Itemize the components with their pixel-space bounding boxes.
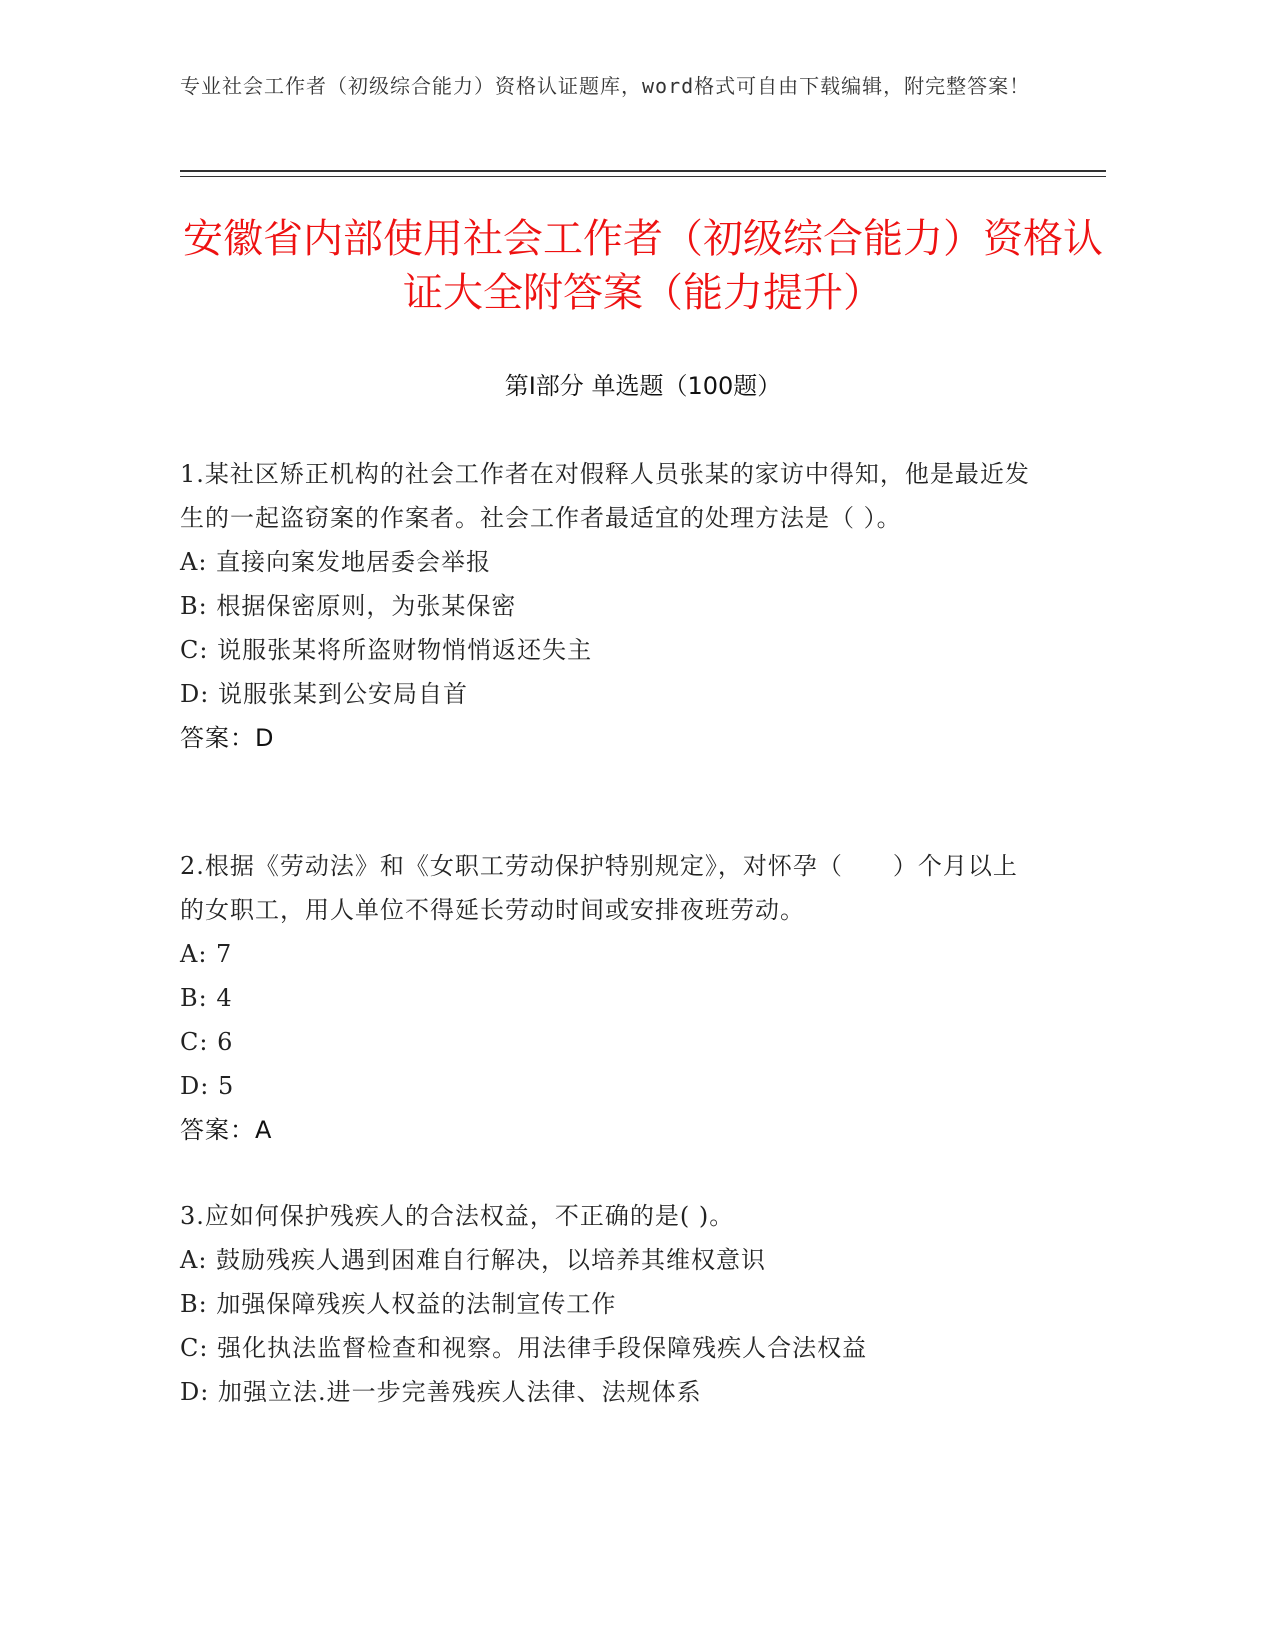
question-2 [180, 844, 1040, 1152]
answer: 答案：A [180, 1116, 273, 1144]
question-stem: 2.根据《劳动法》和《女职工劳动保护特别规定》，对怀孕（ ）个月以上的女职工，用人单位不得延长劳动时间或安排夜班劳动。 [180, 852, 1018, 924]
header-note: 专业社会工作者（初级综合能力）资格认证题库，word格式可自由下载编辑，附完整答案！ [180, 74, 1031, 98]
option-b: B: 加强保障残疾人权益的法制宣传工作 [180, 1290, 617, 1318]
header-divider-thin [180, 176, 1106, 177]
option-b: B: 根据保密原则，为张某保密 [180, 592, 517, 620]
option-a: A: 7 [180, 940, 233, 968]
document-title: 安徽省内部使用社会工作者（初级综合能力）资格认证大全附答案（能力提升） [183, 216, 1103, 316]
option-a: A: 直接向案发地居委会举报 [180, 548, 492, 576]
question-1 [180, 452, 1040, 760]
question-stem: 3.应如何保护残疾人的合法权益，不正确的是( )。 [180, 1202, 735, 1230]
option-d: D: 加强立法.进一步完善残疾人法律、法规体系 [180, 1378, 702, 1406]
option-c: C: 说服张某将所盗财物悄悄返还失主 [180, 636, 593, 664]
option-d: D: 说服张某到公安局自首 [180, 680, 468, 708]
option-d: D: 5 [180, 1072, 235, 1100]
answer: 答案：D [180, 724, 275, 752]
option-c: C: 强化执法监督检查和视察。用法律手段保障残疾人合法权益 [180, 1334, 868, 1362]
option-a: A: 鼓励残疾人遇到困难自行解决，以培养其维权意识 [180, 1246, 767, 1274]
header-divider-thick [180, 170, 1106, 172]
option-b: B: 4 [180, 984, 233, 1012]
option-c: C: 6 [180, 1028, 234, 1056]
question-3 [180, 1194, 1040, 1414]
section-title: 第Ⅰ部分 单选题（100题） [504, 372, 782, 400]
question-stem: 1.某社区矫正机构的社会工作者在对假释人员张某的家访中得知，他是最近发生的一起盗窃案的作案者。社会工作者最适宜的处理方法是（ ）。 [180, 460, 1030, 532]
